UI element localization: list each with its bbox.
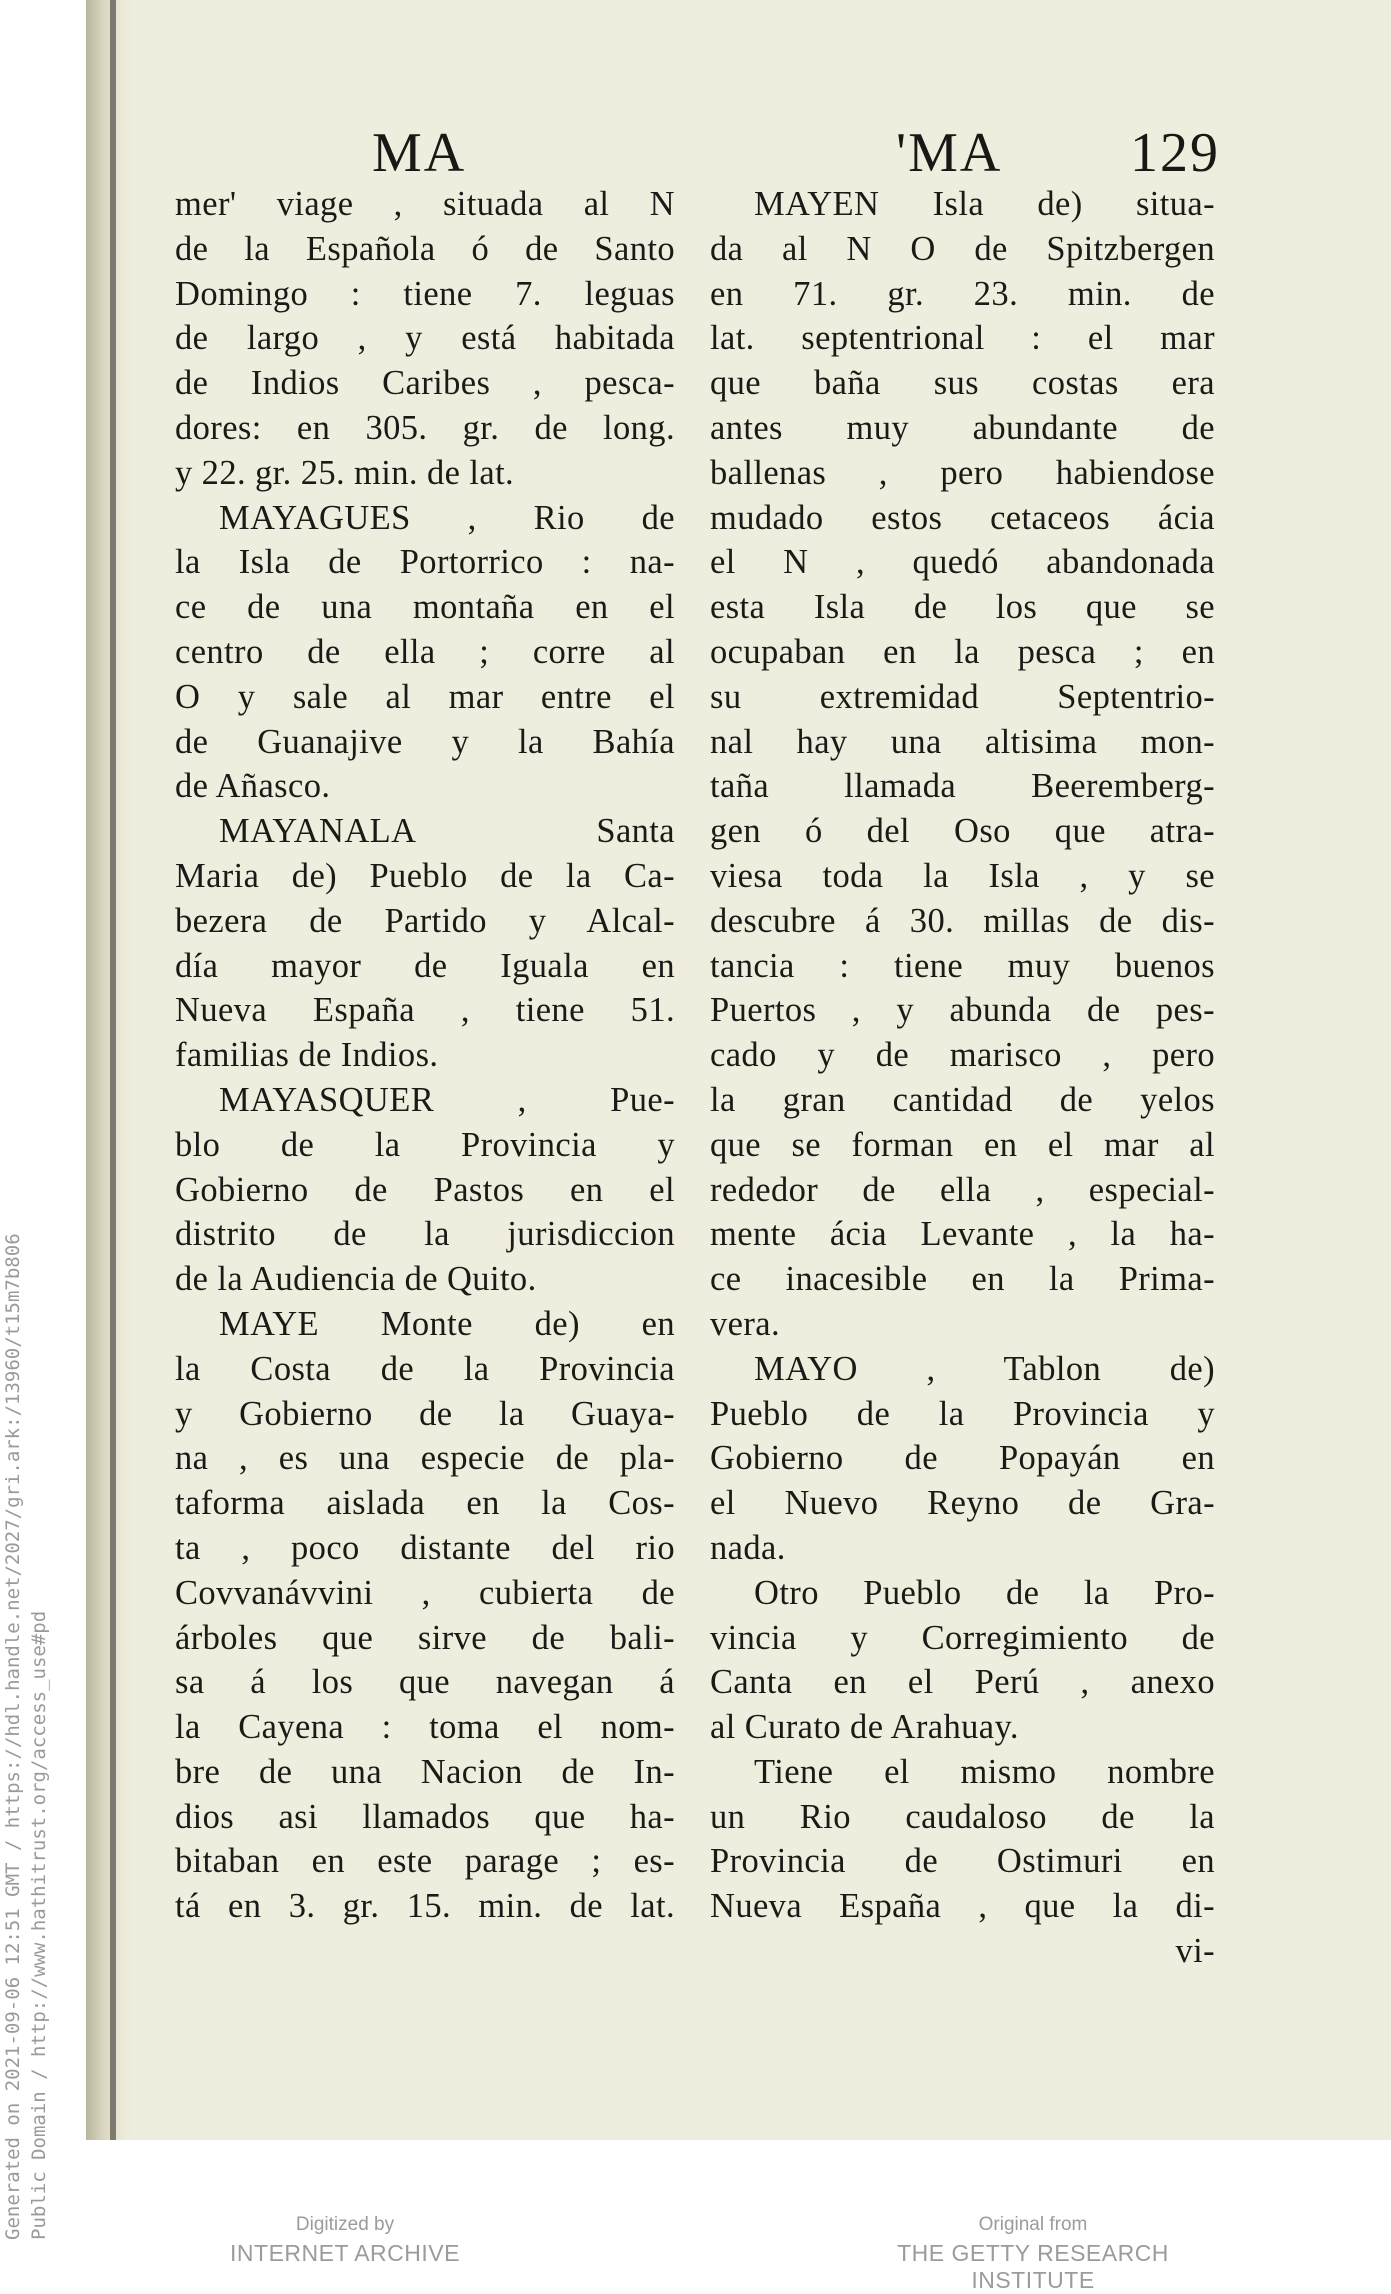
- running-head-right: 'MA: [896, 122, 1003, 184]
- text-line: ce inacesible en la Prima-: [710, 1260, 1215, 1299]
- text-line: mer' viage , situada al N: [175, 185, 675, 223]
- text-line: dios asi llamados que ha-: [175, 1797, 675, 1836]
- text-line: de Indios Caribes , pesca-: [175, 364, 675, 403]
- side-watermark-line-1: Generated on 2021-09-06 12:51 GMT / https://hdl.handle.net/2027/gri.ark:/13960/t15m7b806: [2, 1233, 24, 2240]
- entry-heading-line: MAYAGUES , Rio de: [219, 498, 675, 537]
- text-line: un Rio caudaloso de la: [710, 1797, 1215, 1836]
- entry-heading-line: MAYE Monte de) en: [219, 1304, 675, 1343]
- text-line: sa á los que navegan á: [175, 1663, 675, 1702]
- getty-institute-label: THE GETTY RESEARCH INSTITUTE: [897, 2240, 1169, 2293]
- text-line: mente ácia Levante , la ha-: [710, 1215, 1215, 1254]
- text-line: bitaban en este parage ; es-: [175, 1842, 675, 1881]
- text-line: Pueblo de la Provincia y: [710, 1394, 1215, 1433]
- text-line: Gobierno de Pastos en el: [175, 1170, 675, 1209]
- text-line: que baña sus costas era: [710, 364, 1215, 403]
- book-spine-shadow: [86, 0, 132, 2140]
- text-line: esta Isla de los que se: [710, 588, 1215, 627]
- text-line: de largo , y está habitada: [175, 319, 675, 358]
- text-line: centro de ella ; corre al: [175, 632, 675, 671]
- digitized-by-label: Digitized by: [295, 2214, 395, 2235]
- text-line: tancia : tiene muy buenos: [710, 946, 1215, 985]
- text-line: taforma aislada en la Cos-: [175, 1484, 675, 1523]
- text-line: mudado estos cetaceos ácia: [710, 498, 1215, 537]
- entry-heading-line: MAYANALA Santa: [219, 812, 675, 851]
- text-line: Provincia de Ostimuri en: [710, 1842, 1215, 1881]
- text-line: de la Española ó de Santo: [175, 229, 675, 268]
- text-line: el N , quedó abandonada: [710, 543, 1215, 582]
- text-line: viesa toda la Isla , y se: [710, 856, 1215, 895]
- text-line: distrito de la jurisdiccion: [175, 1215, 675, 1254]
- text-line: ocupaban en la pesca ; en: [710, 632, 1215, 671]
- gutter-line: [110, 0, 116, 2140]
- text-line: da al N O de Spitzbergen: [710, 229, 1215, 268]
- original-from-label: Original from: [978, 2214, 1088, 2235]
- text-line: la Costa de la Provincia: [175, 1349, 675, 1388]
- text-line: bezera de Partido y Alcal-: [175, 901, 675, 940]
- text-line: de la Audiencia de Quito.: [175, 1260, 537, 1299]
- text-line: vera.: [710, 1304, 780, 1343]
- text-line: Maria de) Pueblo de la Ca-: [175, 856, 675, 895]
- page-number: 129: [1130, 122, 1220, 184]
- text-line: dores: en 305. gr. de long.: [175, 408, 675, 447]
- text-line: vincia y Corregimiento de: [710, 1618, 1215, 1657]
- running-head-left: MA: [372, 122, 467, 184]
- text-line: su extremidad Septentrio-: [710, 677, 1215, 716]
- text-line: descubre á 30. millas de dis-: [710, 901, 1215, 940]
- left-text-column: [175, 182, 675, 1929]
- text-line: Puertos , y abunda de pes-: [710, 991, 1215, 1030]
- text-line: Domingo : tiene 7. leguas: [175, 274, 675, 313]
- text-line: y Gobierno de la Guaya-: [175, 1394, 675, 1433]
- text-line: Nueva España , que la di-: [710, 1887, 1215, 1926]
- text-line: día mayor de Iguala en: [175, 946, 675, 985]
- text-line: Nueva España , tiene 51.: [175, 991, 675, 1030]
- entry-heading-line: MAYASQUER , Pue-: [219, 1080, 675, 1119]
- text-line: ce de una montaña en el: [175, 588, 675, 627]
- text-line: tá en 3. gr. 15. min. de lat.: [175, 1887, 675, 1926]
- text-line: ballenas , pero habiendose: [710, 453, 1215, 492]
- side-watermark: [0, 1233, 52, 2240]
- internet-archive-label: INTERNET ARCHIVE: [230, 2240, 460, 2266]
- text-line: al Curato de Arahuay.: [710, 1708, 1019, 1747]
- side-watermark-line-2: Public Domain / http://www.hathitrust.org/access_use#pd: [28, 1610, 50, 2240]
- text-line: la Cayena : toma el nom-: [175, 1708, 675, 1747]
- entry-heading-line: MAYEN Isla de) situa-: [754, 185, 1215, 223]
- text-line: cado y de marisco , pero: [710, 1036, 1215, 1075]
- right-text-column: [710, 182, 1215, 1974]
- text-line: la gran cantidad de yelos: [710, 1080, 1215, 1119]
- text-line: rededor de ella , especial-: [710, 1170, 1215, 1209]
- text-line: que se forman en el mar al: [710, 1125, 1215, 1164]
- text-line: y 22. gr. 25. min. de lat.: [175, 453, 515, 492]
- text-line: Otro Pueblo de la Pro-: [754, 1573, 1215, 1612]
- text-line: el Nuevo Reyno de Gra-: [710, 1484, 1215, 1523]
- text-line: Gobierno de Popayán en: [710, 1439, 1215, 1478]
- text-line: nada.: [710, 1528, 786, 1567]
- text-line: de Guanajive y la Bahía: [175, 722, 675, 761]
- text-line: gen ó del Oso que atra-: [710, 812, 1215, 851]
- text-line: O y sale al mar entre el: [175, 677, 675, 716]
- entry-heading-line: MAYO , Tablon de): [754, 1349, 1215, 1388]
- text-line: de Añasco.: [175, 767, 331, 806]
- text-line: ta , poco distante del rio: [175, 1528, 675, 1567]
- text-line: bre de una Nacion de In-: [175, 1752, 675, 1791]
- text-line: na , es una especie de pla-: [175, 1439, 675, 1478]
- text-line: nal hay una altisima mon-: [710, 722, 1215, 761]
- text-line: familias de Indios.: [175, 1036, 439, 1075]
- catchword: vi-: [1175, 1932, 1215, 1971]
- text-line: Tiene el mismo nombre: [754, 1752, 1215, 1791]
- text-line: lat. septentrional : el mar: [710, 319, 1215, 358]
- text-line: en 71. gr. 23. min. de: [710, 274, 1215, 313]
- text-line: Canta en el Perú , anexo: [710, 1663, 1215, 1702]
- text-line: árboles que sirve de bali-: [175, 1618, 675, 1657]
- text-line: taña llamada Beeremberg-: [710, 767, 1215, 806]
- text-line: la Isla de Portorrico : na-: [175, 543, 675, 582]
- text-line: Covvanávvini , cubierta de: [175, 1573, 675, 1612]
- text-line: antes muy abundante de: [710, 408, 1215, 447]
- text-line: blo de la Provincia y: [175, 1125, 675, 1164]
